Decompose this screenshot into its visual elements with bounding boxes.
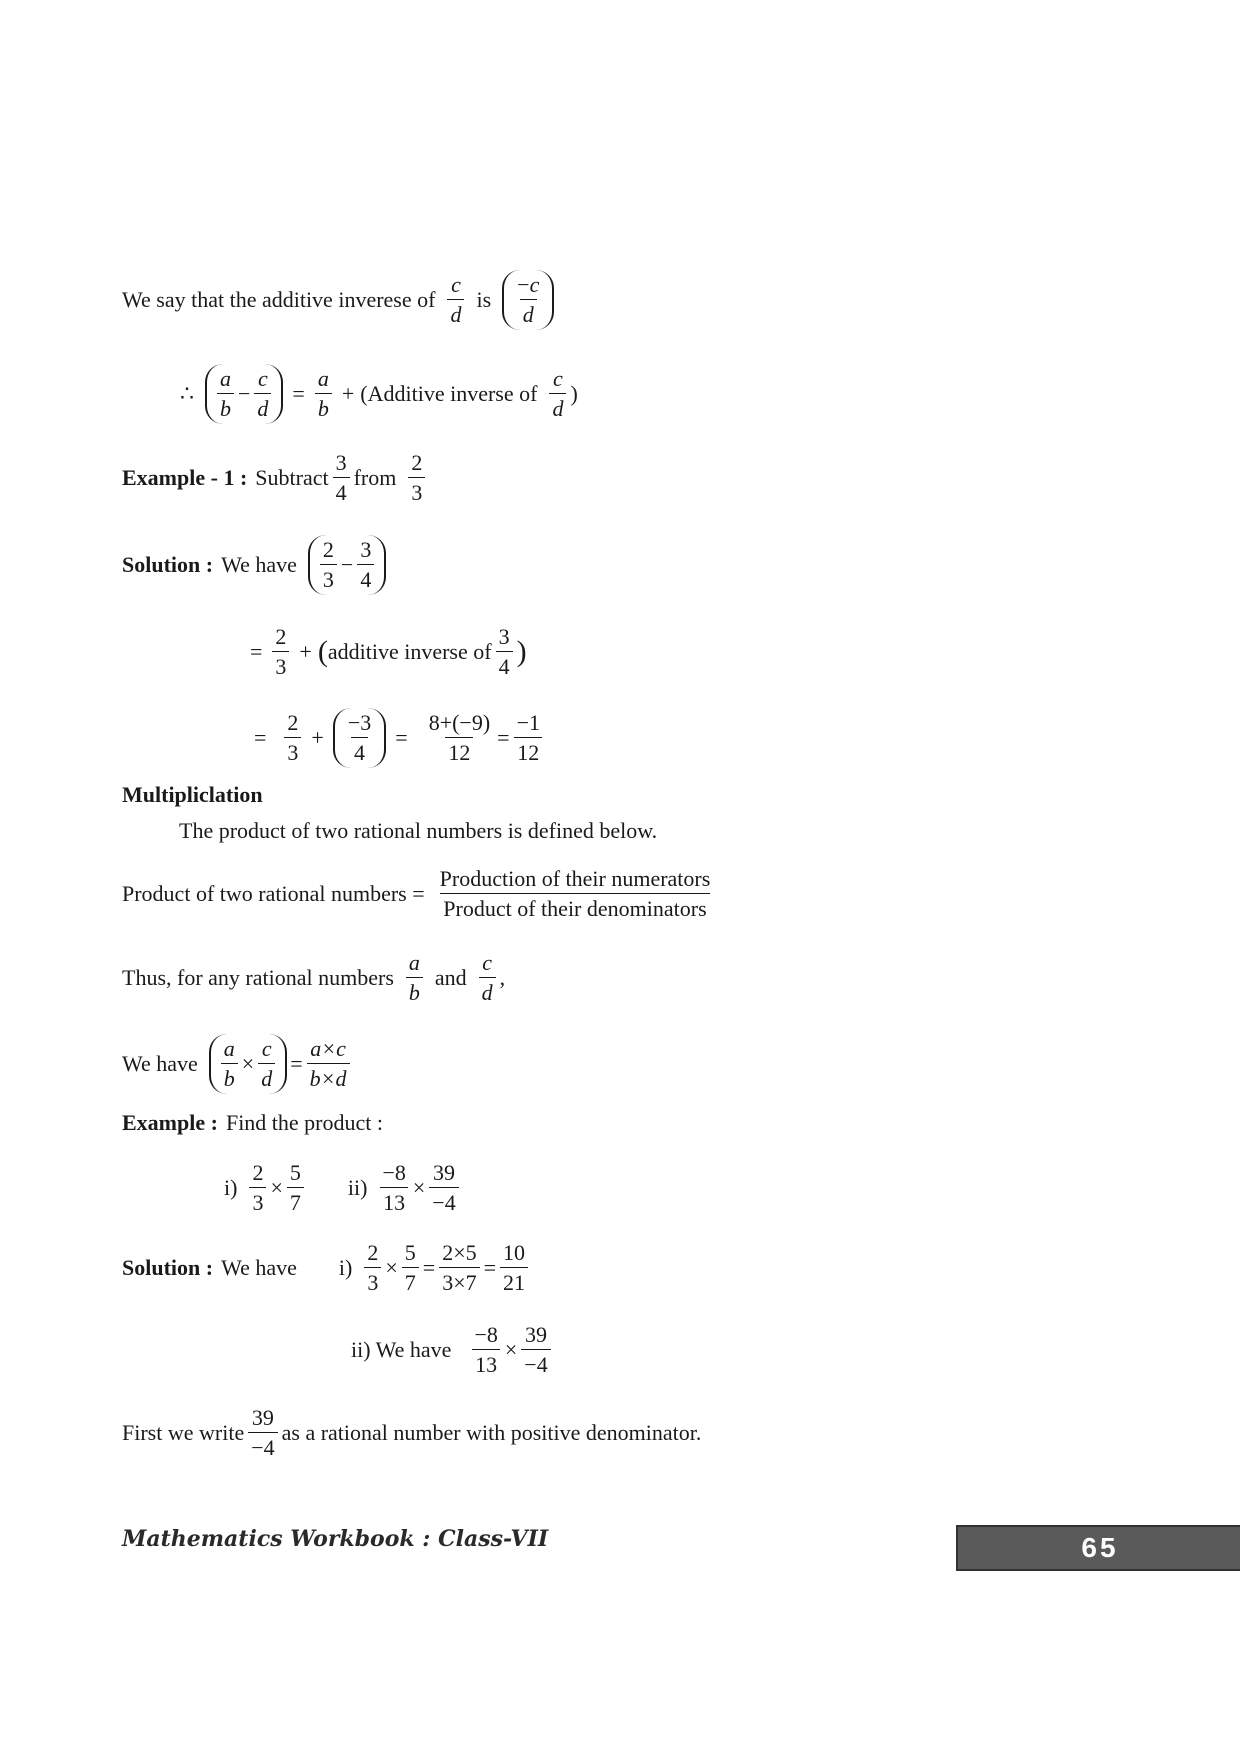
solution-label: Solution :: [122, 551, 214, 577]
example-2: [122, 1110, 383, 1136]
plus-sign: +: [311, 724, 324, 750]
fraction-c-d: $\frac{c}{d}$: [479, 950, 496, 1006]
solution-text: We have: [221, 551, 297, 577]
product-definition: [122, 866, 717, 922]
fraction-neg-c-d: $\frac{-c}{d}$: [517, 272, 540, 328]
fraction-product: $\frac{a\times c}{b\times d}$: [307, 1036, 350, 1092]
rational-numbers-statement: [122, 950, 505, 1006]
plus-sign: +: [341, 380, 355, 406]
multiplication-heading: Multipliclation: [122, 782, 263, 807]
fraction-c-d: $\frac{c}{d}$: [549, 366, 566, 422]
footer-book-title: Mathematics Workbook : Class-VII: [122, 1526, 549, 1552]
from-word: from: [353, 464, 397, 490]
example-1: [122, 450, 429, 506]
multiplication-intro: The product of two rational numbers is defined below.: [179, 818, 658, 843]
times-sign: ×: [504, 1336, 518, 1362]
solution-2-part-ii: [351, 1322, 555, 1378]
we-have-text: We have: [122, 1050, 198, 1076]
fraction-a-b: $\frac{a}{b}$: [406, 950, 423, 1006]
fraction-c-d: $\frac{c}{d}$: [254, 366, 271, 422]
final-text-1: First we write: [122, 1419, 245, 1445]
is-word: is: [476, 286, 492, 312]
fraction-a-b: $\frac{a}{b}$: [217, 366, 234, 422]
fraction-3-4: $\frac{3}{4}$: [333, 450, 350, 506]
fraction-neg3-4: $\frac{-3}{4}$: [347, 710, 372, 766]
final-text-2: as a rational number with positive denominator.: [281, 1419, 702, 1445]
times-sign: ×: [241, 1050, 255, 1076]
thus-text: Thus, for any rational numbers: [122, 964, 394, 990]
close-paren: ): [570, 380, 578, 406]
example-text: Subtract: [255, 464, 329, 490]
paren-group: [308, 535, 386, 595]
fraction-2-3: $\frac{2}{3}$: [284, 710, 301, 766]
fraction-39-neg4: $\frac{39}{-4}$: [521, 1322, 550, 1378]
equals-sign: =: [292, 380, 305, 406]
therefore-symbol: ∴: [180, 380, 194, 406]
identity-text: (Additive inverse of: [360, 380, 538, 406]
comma: ,: [499, 964, 506, 990]
fraction-sum: $\frac{8+(-9)}{12}$: [428, 710, 491, 766]
fraction-2x5-3x7: $\frac{2\times 5}{3\times 7}$: [439, 1240, 479, 1296]
close-paren: ): [516, 634, 527, 668]
fraction-neg8-13: $\frac{-8}{13}$: [471, 1322, 500, 1378]
fraction-2-3: $\frac{2}{3}$: [249, 1160, 266, 1216]
minus-sign: −: [340, 551, 354, 577]
example-text: Find the product :: [225, 1110, 383, 1135]
fraction-2-3: $\frac{2}{3}$: [320, 537, 337, 593]
fraction-a-b: $\frac{a}{b}$: [315, 366, 332, 422]
part-ii-text: ii) We have: [351, 1336, 452, 1362]
example-2-items: [224, 1160, 463, 1216]
equals-sign: =: [290, 1050, 303, 1076]
and-word: and: [434, 964, 467, 990]
equals-sign: =: [395, 724, 408, 750]
times-sign: ×: [412, 1174, 426, 1200]
times-sign: ×: [270, 1174, 283, 1200]
fraction-3-4: $\frac{3}{4}$: [357, 537, 374, 593]
definition-fraction: $\frac{\text{Production of their numerators}}{\text{Product of their denominators}}$: [439, 866, 711, 922]
definition-label: Product of two rational numbers =: [122, 880, 425, 906]
times-sign: ×: [385, 1254, 398, 1280]
fraction-c-d: $\frac{c}{d}$: [258, 1036, 275, 1092]
fraction-5-7: $\frac{5}{7}$: [402, 1240, 419, 1296]
equals-sign: =: [422, 1254, 436, 1280]
minus-sign: −: [238, 380, 251, 406]
solution-1: [122, 535, 389, 595]
equals-sign: =: [483, 1254, 497, 1280]
fraction-a-b: $\frac{a}{b}$: [221, 1036, 238, 1092]
item-i-label: i): [338, 1254, 353, 1280]
fraction-3-4: $\frac{3}{4}$: [496, 624, 513, 680]
paren-group: [205, 364, 283, 424]
equals-sign: =: [254, 724, 267, 750]
solution-step-1: [244, 624, 527, 680]
item-i-label: i): [224, 1174, 238, 1200]
item-ii-label: ii): [347, 1174, 368, 1200]
page-number: 65: [1081, 1532, 1119, 1563]
fraction-c-d: $\frac{c}{d}$: [447, 272, 464, 328]
fraction-2-3: $\frac{2}{3}$: [364, 1240, 381, 1296]
plus-sign: +: [299, 638, 312, 664]
final-statement: [122, 1405, 701, 1461]
example-label: Example - 1 :: [122, 464, 248, 490]
equals-sign: =: [250, 638, 263, 664]
equals-sign: =: [497, 724, 510, 750]
product-rule: [122, 1034, 354, 1094]
fraction-39-neg4: $\frac{39}{-4}$: [429, 1160, 458, 1216]
fraction-39-neg4: $\frac{39}{-4}$: [248, 1405, 277, 1461]
additive-inverse-statement: [122, 270, 557, 330]
solution-text: We have: [221, 1254, 297, 1280]
statement-text: We say that the additive inverese of: [122, 286, 436, 312]
paren-group: [333, 708, 386, 768]
open-paren: (: [317, 634, 328, 668]
fraction-neg8-13: $\frac{-8}{13}$: [379, 1160, 408, 1216]
page-number-badge: [956, 1525, 1240, 1571]
paren-group: [209, 1034, 287, 1094]
fraction-10-21: $\frac{10}{21}$: [500, 1240, 528, 1296]
fraction-5-7: $\frac{5}{7}$: [287, 1160, 304, 1216]
solution-2: [122, 1240, 532, 1296]
fraction-2-3: $\frac{2}{3}$: [408, 450, 425, 506]
solution-step-2: [248, 708, 547, 768]
fraction-2-3: $\frac{2}{3}$: [272, 624, 289, 680]
fraction-result: $\frac{-1}{12}$: [514, 710, 543, 766]
example-label: Example :: [122, 1110, 218, 1135]
step-text: additive inverse of: [327, 638, 492, 664]
subtraction-identity: [180, 364, 578, 424]
solution-label: Solution :: [122, 1254, 214, 1280]
paren-group: [502, 270, 554, 330]
